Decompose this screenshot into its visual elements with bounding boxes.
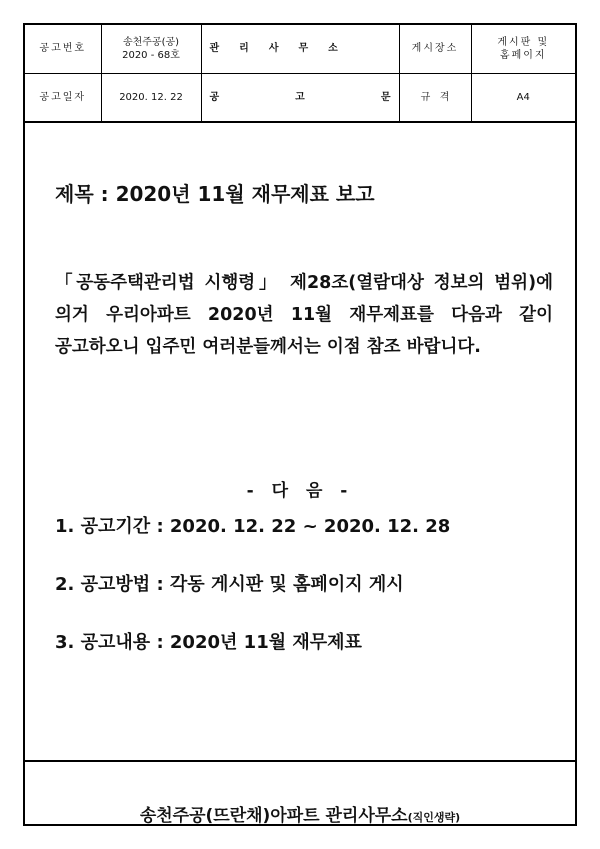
- notice-doc-title-char: 고: [295, 91, 305, 103]
- notice-header-table: [25, 25, 575, 122]
- notice-date-label: 공고일자: [25, 73, 101, 121]
- notice-number-label: 공고번호: [25, 25, 101, 73]
- notice-doc-title: [201, 73, 399, 121]
- notice-item-method: 2. 공고방법 : 각동 게시판 및 홈페이지 게시: [55, 574, 404, 595]
- size-value: A4: [471, 73, 575, 121]
- notice-frame: [23, 23, 577, 826]
- divider-text: - 다 음 -: [246, 481, 354, 501]
- notice-number-line1: 송천주공(공): [122, 36, 180, 48]
- notice-number-line2: 2020 - 68호: [122, 49, 180, 61]
- notice-number-value: [101, 25, 201, 73]
- notice-doc-title-char: 문: [380, 91, 391, 103]
- issuer-line: [25, 801, 575, 826]
- posting-place-line2: 홈페이지: [499, 49, 547, 61]
- notice-item-content: 3. 공고내용 : 2020년 11월 재무제표: [55, 632, 362, 653]
- posting-place-value: [471, 25, 575, 73]
- notice-doc-title-char: 공: [209, 91, 220, 103]
- notice-item-period: 1. 공고기간 : 2020. 12. 22 ~ 2020. 12. 28: [55, 516, 451, 537]
- notice-body: 「공동주택관리법 시행령」 제28조(열람대상 정보의 범위)에 의거 우리아파트 2020년 11월 재무제표를 다음과 같이 공고하오니 입주민 여러분들께서는 이점 참조 바랍니다.: [55, 273, 553, 357]
- posting-place-line1: 게시판 및: [497, 36, 550, 48]
- notice-date-value: 2020. 12. 22: [101, 73, 201, 121]
- size-label: 규 격: [399, 73, 471, 121]
- issuer-name: 송천주공(뜨란채)아파트 관리사무소: [139, 806, 408, 826]
- seal-note: (직인생략): [407, 811, 461, 824]
- posting-place-label: 게시장소: [399, 25, 471, 73]
- notice-subject: 제목 : 2020년 11월 재무제표 보고: [55, 182, 375, 206]
- footer-divider: [25, 760, 575, 762]
- office-title: 관리사무소: [201, 25, 399, 73]
- header-divider: [25, 121, 575, 123]
